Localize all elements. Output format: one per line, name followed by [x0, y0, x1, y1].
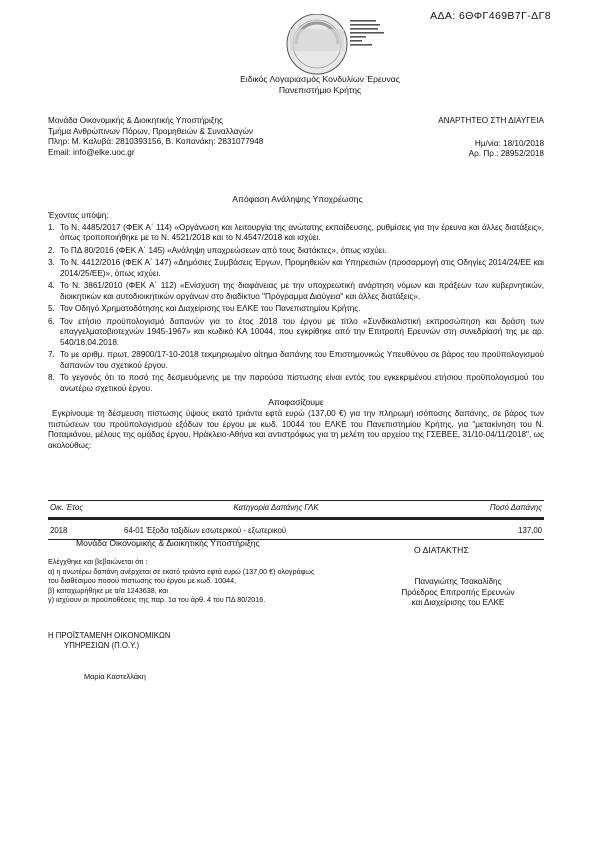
consideration-item [48, 223, 544, 244]
chief-block [48, 631, 170, 651]
elke-logo [232, 14, 402, 112]
chief-signature-name: Μαρία Καστελλάκη [84, 672, 146, 681]
header-amount: Ποσό Δαπάνης [430, 501, 544, 518]
item-text: Το με αριθμ. πρωτ. 28900/17-10-2018 τεκμηριωμένο αίτημα δαπάνης του Επιστημονικώς Υπευθύνου σε βάρος του προϋπολογισμού δαπανών του σχετικού έργου. [60, 350, 544, 370]
item-text: Το γεγονός ότι το ποσό της δεσμευόμενης με την παρούσα πίστωσης είναι εντός του εγκεκριμένου ετήσιου προϋπολογισμού του ανωτέρω σχετικού έργου. [60, 373, 544, 393]
logo-caption-line: Ειδικός Λογαριασμός Κονδυλίων Έρευνας [240, 74, 400, 84]
item-text: Το ΠΔ 80/2016 (ΦΕΚ Α΄ 145) «Ανάληψη υποχρεώσεων από τους διατάκτες», όπως ισχύει. [60, 245, 387, 255]
cell-amount: 137,00 [430, 520, 544, 539]
ada-code: ΑΔΑ: 6ΘΦΓ469Β7Γ-ΔΓ8 [430, 10, 551, 22]
chief-title: ΥΠΗΡΕΣΙΩΝ (Π.Ο.Υ.) [64, 640, 140, 650]
verification-block [48, 557, 348, 605]
header-category: Κατηγορία Δαπάνης ΓΛΚ [122, 501, 430, 518]
posted-label: ΑΝΑΡΤΗΤΕΟ ΣΤΗ ΔΙΑΥΓΕΙΑ [438, 116, 544, 125]
consideration-item [48, 350, 544, 371]
unit-name-repeat: Μονάδα Οικονομικής & Διοικητικής Υποστήριξης [76, 538, 260, 548]
cell-year: 2018 [48, 520, 122, 539]
department-name: Τμήμα Ανθρώπινων Πόρων, Προμηθειών & Συναλλαγών [48, 126, 253, 136]
item-number: 2. [48, 245, 55, 255]
seal-side-text-icon [350, 20, 384, 46]
header-year: Οικ. Έτος [48, 501, 122, 518]
consideration-item [48, 304, 544, 315]
item-text: Τον ετήσιο προϋπολογισμό δαπανών για το έτος 2018 του έργου με τίτλο «Συνδικαλιστική εκπροσώπηση και δράση των επαγγελματοβιοτεχνών 1945-1967» και κωδικό ΚΑ 10044, που εγκρίθηκε από την Επιτροπή Ερευνών στη συνεδρίασή της με αρ. 540/18.04.2018. [60, 316, 544, 347]
decision-heading: Αποφασίζουμε [268, 397, 324, 407]
signer-role: και Διαχείρισης του ΕΛΚΕ [411, 598, 505, 607]
unit-name: Μονάδα Οικονομικής & Διοικητικής Υποστήριξης [48, 116, 223, 125]
item-number: 6. [48, 316, 55, 326]
item-text: Το Ν. 3861/2010 (ΦΕΚ Α΄ 112) «Ενίσχυση της διαφάνειας με την υποχρεωτική ανάρτηση νόμων και πράξεων των κυβερνητικών, διοικητικών και αυτοδιοικητικών οργάνων στο διαδίκτυο "Πρόγραμμα Διαύγεια" και άλλες διατάξεις». [60, 281, 544, 301]
verification-line: γ) ισχύουν οι προϋποθέσεις της παρ. 1α του άρθ. 4 του ΠΔ 80/2016. [48, 595, 266, 605]
consideration-item [48, 281, 544, 302]
table-row [48, 520, 544, 539]
signer-block [382, 577, 534, 609]
contact-info: Πληρ: Μ. Καλυβά: 2810393156, Β. Κοπανάκη: 2831077948 [48, 137, 264, 146]
table-header-row [48, 501, 544, 518]
item-text: Το Ν. 4412/2016 (ΦΕΚ Α΄ 147) «Δημόσιες Συμβάσεις Έργων, Προμηθειών και Υπηρεσιών (προσαρμογή στις Οδηγίες 2014/24/ΕΕ και 2014/25/ΕΕ)», όπως ισχύει. [60, 258, 544, 278]
consideration-item [48, 258, 544, 279]
verification-line: Ελέγχθηκε και βεβαιώνεται ότι : [48, 557, 148, 566]
verification-line: β) καταχωρήθηκε με α/α 1243638, και [48, 585, 169, 595]
consideration-item [48, 317, 544, 349]
intro-text: Έχοντας υπόψη: [48, 211, 109, 220]
decision-text: Εγκρίνουμε τη δέσμευση πίστωσης ύψους εκατό τριάντα εφτά ευρώ (137,00 €) για την πληρωμή ισόποσης δαπάνης, σε βάρος των πιστώσεων του προϋπολογισμού εξόδων του έργου με κωδ. 10044 του ΕΛΚΕ του Πανεπιστημίου Κρήτης, για "μετακίνηση του Ν. Ποταμιάνου, μέλους της ομάδας έργου, Ηράκλειο-Αθήνα και αντιστρόφως για τη μελέτη του αρχείου της ΓΣΕΒΕΕ, 31/10-04/11/2018", ως ακολούθως: [48, 409, 544, 450]
item-number: 7. [48, 350, 55, 359]
considerations-list [48, 223, 544, 395]
signer-role: Πρόεδρος Επιτροπής Ερευνών [401, 587, 515, 597]
protocol-number: Αρ. Πρ.: 28952/2018 [468, 149, 544, 158]
consideration-item [48, 373, 544, 394]
signer-name: Παναγιώτης Τσακαλίδης [414, 577, 502, 586]
item-number: 3. [48, 258, 55, 267]
item-number: 4. [48, 281, 55, 290]
verification-line: του διαθέσιμου ποσού πίστωσης του έργου με κωδ. 10044, [48, 576, 237, 586]
consideration-item [48, 246, 544, 257]
header-right [392, 116, 544, 160]
chief-title: Η ΠΡΟΪΣΤΑΜΕΝΗ ΟΙΚΟΝΟΜΙΚΩΝ [48, 631, 171, 640]
item-number: 1. [48, 222, 55, 232]
header-left [48, 116, 378, 158]
item-text: Το Ν. 4485/2017 (ΦΕΚ Α΄ 114) «Οργάνωση και λειτουργία της ανώτατης εκπαίδευσης, ρυθμίσεις για την έρευνα και άλλες διατάξεις», όπως τροποποιήθηκε με το Ν. 4521/2018 και το Ν.4547/2018 και ισχύει. [60, 222, 544, 242]
cell-category: 64-01 Έξοδα ταξιδίων εσωτερικού - εξωτερικού [122, 520, 430, 539]
item-number: 5. [48, 304, 55, 313]
logo-caption [210, 74, 430, 95]
director-title: Ο ΔΙΑΤΑΚΤΗΣ [414, 545, 469, 555]
email-link[interactable]: Email: info@elke.uoc.gr [48, 147, 135, 157]
document-title: Απόφαση Ανάληψης Υποχρέωσης [232, 194, 363, 204]
item-text: Τον Οδηγό Χρηματοδότησης και Διαχείρισης του ΕΛΚΕ του Πανεπιστημίου Κρήτης. [60, 304, 361, 313]
logo-caption-line: Πανεπιστήμιο Κρήτης [278, 84, 362, 95]
expense-table [48, 500, 544, 540]
verification-line: α) η ανωτέρω δαπάνη ανέρχεται σε εκατό τριάντα εφτά ευρώ (137,00 €) ολογράφως [48, 566, 315, 576]
elke-seal-icon [287, 14, 347, 74]
item-number: 8. [48, 373, 55, 382]
document-body [48, 211, 544, 451]
document-date: Ημ/νία: 18/10/2018 [474, 138, 544, 148]
